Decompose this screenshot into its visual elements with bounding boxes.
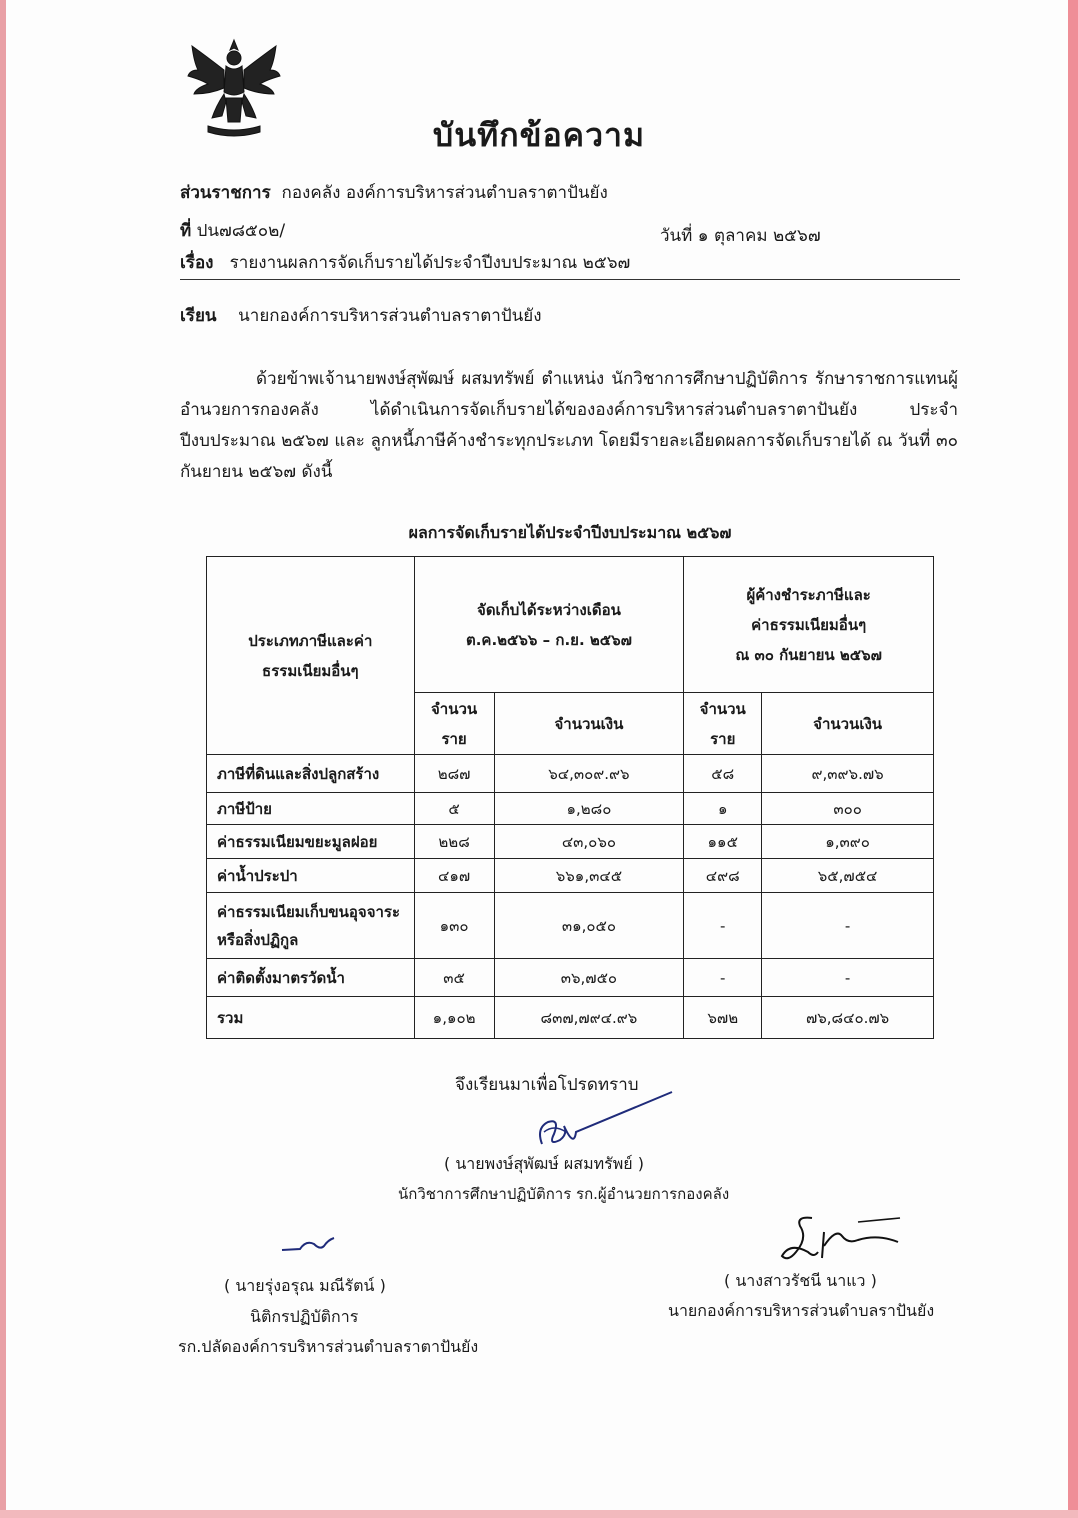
header-arrears-line3: ณ ๓๐ กันยายน ๒๕๖๗ bbox=[735, 645, 882, 664]
subject-label: เรื่อง bbox=[180, 253, 214, 273]
table-row bbox=[207, 825, 934, 859]
header-type: ประเภทภาษีและค่าธรรมเนียมอื่นๆ bbox=[207, 557, 415, 755]
total-label: รวม bbox=[207, 997, 415, 1039]
agency-line bbox=[180, 179, 608, 206]
right-signatory-position: นายกองค์การบริหารส่วนตำบลราปันยัง bbox=[668, 1301, 935, 1320]
arrears-count: ๔๙๘ bbox=[684, 859, 762, 893]
collected-amount: ๔๓,๐๖๐ bbox=[494, 825, 684, 859]
collected-count: ๓๕ bbox=[414, 959, 494, 997]
table-row bbox=[207, 793, 934, 825]
header-arrears bbox=[684, 557, 934, 693]
header-divider bbox=[180, 279, 960, 280]
row-label: ค่าติดตั้งมาตรวัดน้ำ bbox=[207, 959, 415, 997]
collected-amount: ๓๖,๗๕๐ bbox=[494, 959, 684, 997]
date-value: ๑ ตุลาคม ๒๕๖๗ bbox=[697, 226, 821, 246]
arrears-amount: - bbox=[762, 959, 934, 997]
collected-count: ๒๘๗ bbox=[414, 755, 494, 793]
page-edge-left bbox=[0, 0, 6, 1518]
table-header-row bbox=[207, 557, 934, 693]
memo-title: บันทึกข้อความ bbox=[432, 116, 646, 154]
subheader-collected-count: จำนวนราย bbox=[414, 693, 494, 755]
total-arrears-amount: ๗๖,๘๔๐.๗๖ bbox=[762, 997, 934, 1039]
author-signature bbox=[530, 1088, 680, 1158]
arrears-amount: - bbox=[762, 893, 934, 959]
header-collected-line1: จัดเก็บได้ระหว่างเดือน bbox=[477, 600, 621, 619]
table-title: ผลการจัดเก็บรายได้ประจำปีงบประมาณ ๒๕๖๗ bbox=[408, 523, 732, 542]
author-name: ( นายพงษ์สุพัฒษ์ ผสมทรัพย์ ) bbox=[444, 1154, 645, 1173]
collected-count: ๔๑๗ bbox=[414, 859, 494, 893]
arrears-count: ๑๑๕ bbox=[684, 825, 762, 859]
row-label: ค่าธรรมเนียมขยะมูลฝอย bbox=[207, 825, 415, 859]
body-text: ด้วยข้าพเจ้านายพงษ์สุพัฒษ์ ผสมทรัพย์ ตำแหน่ง นักวิชาการศึกษาปฏิบัติการ รักษาราชการแทนผู้อำนวยการกองคลัง ได้ดำเนินการจัดเก็บรายได้ขององค์การบริหารส่วนตำบลราตาปันยัง ประจำปีงบประมาณ ๒๕๖๗ และ ลูกหนี้ภาษีค้างชำระทุกประเภท โดยมีรายละเอียดผลการจัดเก็บรายได้ ณ วันที่ ๓๐ กันยายน ๒๕๖๗ ดังนี้ bbox=[180, 369, 958, 482]
subheader-arrears-count: จำนวนราย bbox=[684, 693, 762, 755]
right-signatory-name: ( นางสาวรัชนี นาแว ) bbox=[724, 1271, 877, 1290]
to-value: นายกองค์การบริหารส่วนตำบลราตาปันยัง bbox=[238, 306, 542, 326]
collected-count: ๒๒๘ bbox=[414, 825, 494, 859]
arrears-count: - bbox=[684, 959, 762, 997]
left-signature bbox=[280, 1236, 340, 1258]
arrears-count: ๑ bbox=[684, 793, 762, 825]
subheader-arrears-amount: จำนวนเงิน bbox=[762, 693, 934, 755]
date-label: วันที่ bbox=[660, 226, 693, 246]
collected-count: ๑๓๐ bbox=[414, 893, 494, 959]
right-signature bbox=[778, 1212, 908, 1266]
total-arrears-count: ๖๗๒ bbox=[684, 997, 762, 1039]
table-row bbox=[207, 859, 934, 893]
arrears-amount: ๓๐๐ bbox=[762, 793, 934, 825]
header-arrears-line2: ค่าธรรมเนียมอื่นๆ bbox=[751, 615, 867, 634]
arrears-amount: ๑,๓๙๐ bbox=[762, 825, 934, 859]
table-row bbox=[207, 755, 934, 793]
collected-amount: ๖๖๑,๓๔๕ bbox=[494, 859, 684, 893]
table-row bbox=[207, 959, 934, 997]
to-line bbox=[180, 302, 542, 329]
header-arrears-line1: ผู้ค้างชำระภาษีและ bbox=[746, 585, 871, 604]
date-line bbox=[660, 222, 821, 249]
header-collected-line2: ต.ค.๒๕๖๖ – ก.ย. ๒๕๖๗ bbox=[465, 630, 632, 649]
subject-line bbox=[180, 249, 630, 276]
body-paragraph bbox=[180, 364, 958, 488]
author-position: นักวิชาการศึกษาปฏิบัติการ รก.ผู้อำนวยการกองคลัง bbox=[398, 1185, 730, 1203]
agency-label: ส่วนราชการ bbox=[180, 183, 271, 203]
table-row bbox=[207, 893, 934, 959]
total-collected-amount: ๘๓๗,๗๙๔.๙๖ bbox=[494, 997, 684, 1039]
left-signatory-position-2: รก.ปลัดองค์การบริหารส่วนตำบลราตาปันยัง bbox=[178, 1337, 479, 1356]
reference-label: ที่ bbox=[180, 221, 192, 241]
total-collected-count: ๑,๑๐๒ bbox=[414, 997, 494, 1039]
row-label: ภาษีป้าย bbox=[207, 793, 415, 825]
revenue-table bbox=[206, 556, 934, 1039]
arrears-amount: ๙,๓๙๖.๗๖ bbox=[762, 755, 934, 793]
page-edge-right bbox=[1068, 0, 1078, 1518]
subject-value: รายงานผลการจัดเก็บรายได้ประจำปีงบประมาณ ๒๕๖๗ bbox=[229, 253, 631, 273]
arrears-amount: ๖๕,๗๕๔ bbox=[762, 859, 934, 893]
reference-value: ปน๗๘๕๐๒/ bbox=[196, 221, 286, 241]
row-label: ภาษีที่ดินและสิ่งปลูกสร้าง bbox=[207, 755, 415, 793]
reference-line bbox=[180, 217, 285, 244]
left-signatory-position-1: นิติกรปฏิบัติการ bbox=[250, 1307, 359, 1326]
closing-line: จึงเรียนมาเพื่อโปรดทราบ bbox=[455, 1075, 639, 1095]
collected-count: ๕ bbox=[414, 793, 494, 825]
subheader-collected-amount: จำนวนเงิน bbox=[494, 693, 684, 755]
arrears-count: - bbox=[684, 893, 762, 959]
collected-amount: ๓๑,๐๕๐ bbox=[494, 893, 684, 959]
arrears-count: ๕๘ bbox=[684, 755, 762, 793]
collected-amount: ๖๔,๓๐๙.๙๖ bbox=[494, 755, 684, 793]
page-edge-bottom bbox=[0, 1510, 1078, 1518]
row-label: ค่าธรรมเนียมเก็บขนอุจจาระหรือสิ่งปฏิกูล bbox=[207, 893, 415, 959]
agency-value: กองคลัง องค์การบริหารส่วนตำบลราตาปันยัง bbox=[281, 183, 608, 203]
to-label: เรียน bbox=[180, 306, 217, 326]
table-total-row bbox=[207, 997, 934, 1039]
collected-amount: ๑,๒๘๐ bbox=[494, 793, 684, 825]
left-signatory-name: ( นายรุ่งอรุณ มณีรัตน์ ) bbox=[224, 1276, 386, 1295]
row-label: ค่าน้ำประปา bbox=[207, 859, 415, 893]
header-collected bbox=[414, 557, 684, 693]
